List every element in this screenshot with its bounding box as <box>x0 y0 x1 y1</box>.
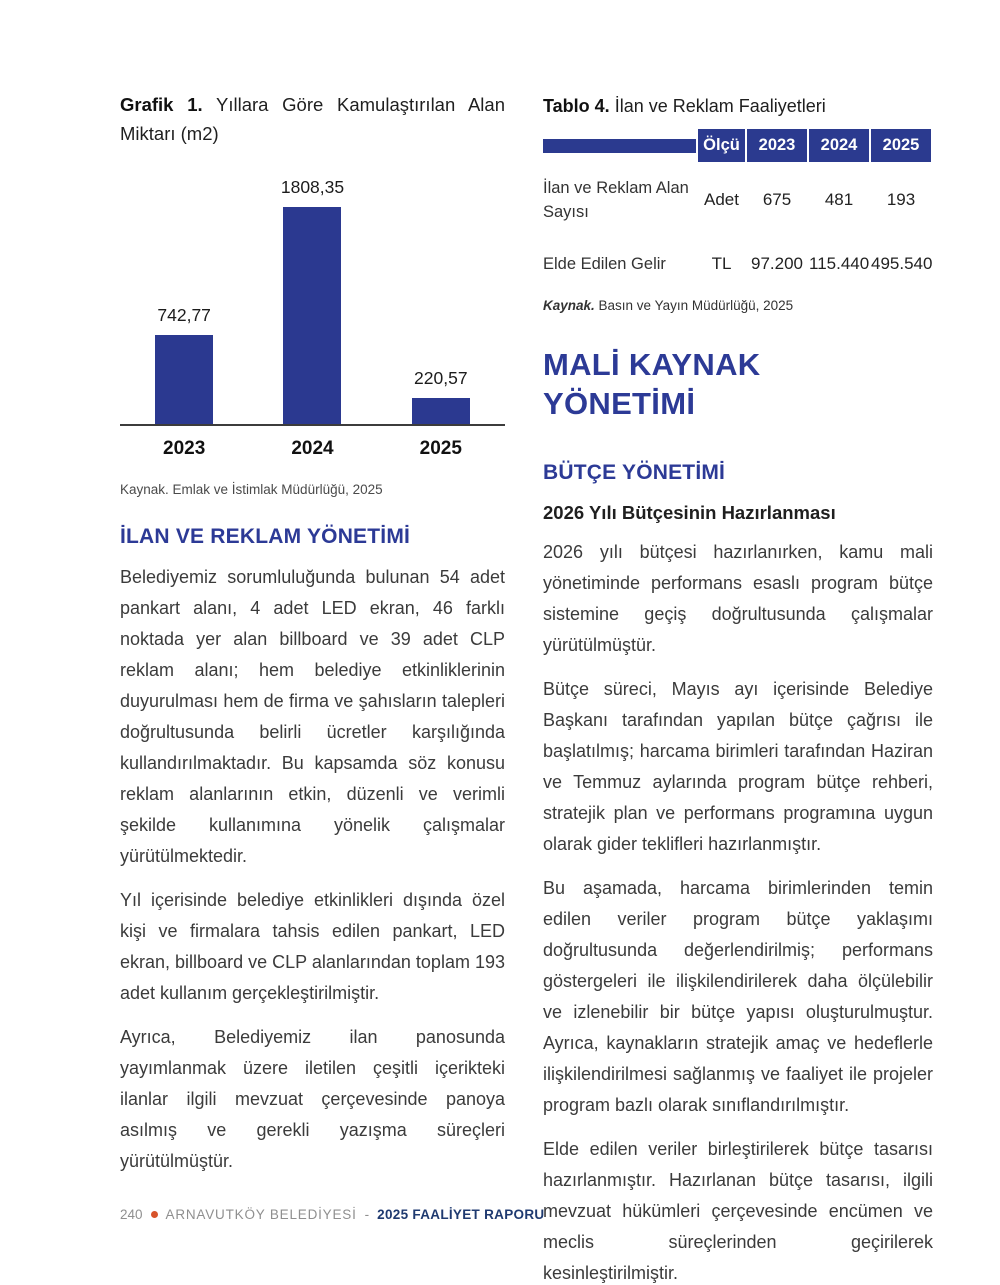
bar <box>155 335 213 424</box>
paragraph: Bütçe süreci, Mayıs ayı içerisinde Belediye Başkanı tarafından yapılan bütçe çağrısı ile başlatılmış; harcama birimleri tarafından Haziran ve Temmuz aylarında program bütçe rehberi, stratejik plan ve performans programına uygun olarak gider teklifleri hazırlanmıştır. <box>543 679 933 854</box>
table-header-cell-blank <box>543 139 696 153</box>
table-row <box>543 162 933 238</box>
table-cell-unit: Adet <box>704 190 739 209</box>
table-header-row <box>543 129 933 162</box>
section-heading-ilan-reklam: İLAN VE REKLAM YÖNETİMİ <box>120 525 411 548</box>
bar-group <box>248 177 376 424</box>
table-title-prefix: Tablo 4. <box>543 96 610 116</box>
bar-chart-plot <box>120 170 505 426</box>
chart-title <box>120 90 505 148</box>
table-header-cell-2024: 2024 <box>809 129 869 162</box>
chart-source-note: Kaynak. Emlak ve İstimlak Müdürlüğü, 2025 <box>120 482 383 497</box>
two-column-layout <box>120 90 933 1285</box>
axis-year-label: 2024 <box>291 438 334 459</box>
table-cell-value: 193 <box>886 190 916 209</box>
chart-title-prefix: Grafik 1. <box>120 94 203 115</box>
table-header-cell-2025: 2025 <box>871 129 931 162</box>
axis-year-label: 2023 <box>163 438 206 459</box>
table-header-cell-unit: Ölçü <box>698 129 745 162</box>
paragraph: Belediyemiz sorumluluğunda bulunan 54 adet pankart alanı, 4 adet LED ekran, 46 farklı noktada yer alan billboard ve 39 adet CLP reklam alanı; hem belediye etkinliklerinin duyurulması hem de firma ve şahısların talepleri doğrultusunda belirli ücretler karşılığında kullandırılmaktadır. Bu kapsamda söz konusu reklam alanlarının etkin, düzenli ve verimli şekilde kullanımına yönelik çalışmalar yürütülmektedir. <box>120 567 505 866</box>
main-heading-mali-kaynak: MALİ KAYNAK YÖNETİMİ <box>543 347 761 421</box>
bar <box>283 207 341 424</box>
table-title <box>543 96 933 117</box>
paragraph: Ayrıca, Belediyemiz ilan panosunda yayımlanmak üzere iletilen çeşitli içerikteki ilanlar ilgili mevzuat çerçevesinde panoya asılmış ve gerekli yazışma süreçleri yürütülmüştür. <box>120 1027 505 1171</box>
bar-group <box>120 305 248 424</box>
left-column <box>120 90 505 1285</box>
table-row-label: İlan ve Reklam Alan Sayısı <box>543 179 689 221</box>
bullet-icon <box>151 1211 158 1218</box>
paragraph: Yıl içerisinde belediye etkinlikleri dışında özel kişi ve firmalara tahsis edilen pankart, LED ekran, billboard ve CLP alanlarından toplam 193 adet kullanım gerçekleştirilmiştir. <box>120 890 505 1003</box>
bar-value-label: 220,57 <box>414 368 468 388</box>
table-cell-value: 97.200 <box>751 254 803 273</box>
page-number: 240 <box>120 1207 143 1222</box>
bar-group <box>377 368 505 424</box>
table-cell-value: 115.440 <box>809 254 870 273</box>
paragraph: 2026 yılı bütçesi hazırlanırken, kamu mali yönetiminde performans esaslı program bütçe sistemine geçiş doğrultusunda çalışmalar yürütülmüştür. <box>543 542 933 655</box>
subsub-heading-2026-butce: 2026 Yılı Bütçesinin Hazırlanması <box>543 502 836 523</box>
bar <box>412 398 470 424</box>
table-cell-unit: TL <box>711 254 732 273</box>
chart-title-text: Yıllara Göre Kamulaştırılan Alan Miktarı (m2) <box>120 94 505 144</box>
paragraph: Elde edilen veriler birleştirilerek bütçe tasarısı hazırlanmıştır. Hazırlanan bütçe tasarısı, ilgili mevzuat hükümleri çerçevesinde encümen ve meclis süreçlerinden geçirilerek kesinleştirilmiştir. <box>543 1139 933 1283</box>
paragraph: Bu aşamada, harcama birimlerinden temin edilen veriler program bütçe yaklaşımı doğrultusunda değerlendirilmiş; performans göstergeleri ile ilişkilendirilerek daha ölçülebilir ve izlenebilir bir bütçe yapısı oluşturulmuştur. Ayrıca, kaynakların stratejik amaç ve hedeflerle ilişkilendirilmesi sağlanmış ve faaliyet ile projeler program bazlı olarak sınıflandırılmıştır. <box>543 878 933 1115</box>
table-source-note <box>543 298 933 313</box>
table-cell-value: 495.540 <box>871 254 933 273</box>
bar-chart-years <box>120 438 505 460</box>
data-table <box>543 129 933 290</box>
footer-organization: ARNAVUTKÖY BELEDİYESİ <box>165 1207 357 1222</box>
table-row <box>543 238 933 290</box>
table-cell-value: 675 <box>762 190 792 209</box>
table-source-prefix: Kaynak. <box>543 298 595 313</box>
page-footer <box>120 1207 544 1222</box>
bar-value-label: 1808,35 <box>280 177 345 197</box>
table-row-label: Elde Edilen Gelir <box>543 255 666 273</box>
bar-value-label: 742,77 <box>157 305 211 325</box>
table-title-text: İlan ve Reklam Faaliyetleri <box>609 96 826 116</box>
table-header-cell-2023: 2023 <box>747 129 807 162</box>
footer-report-title: 2025 FAALİYET RAPORU <box>377 1207 545 1222</box>
right-column <box>543 90 933 1285</box>
footer-separator: - <box>364 1207 370 1222</box>
sub-heading-butce-yonetimi: BÜTÇE YÖNETİMİ <box>543 461 726 484</box>
table-source-text: Basın ve Yayın Müdürlüğü, 2025 <box>594 298 794 313</box>
table-cell-value: 481 <box>824 190 854 209</box>
axis-year-label: 2025 <box>419 438 462 459</box>
